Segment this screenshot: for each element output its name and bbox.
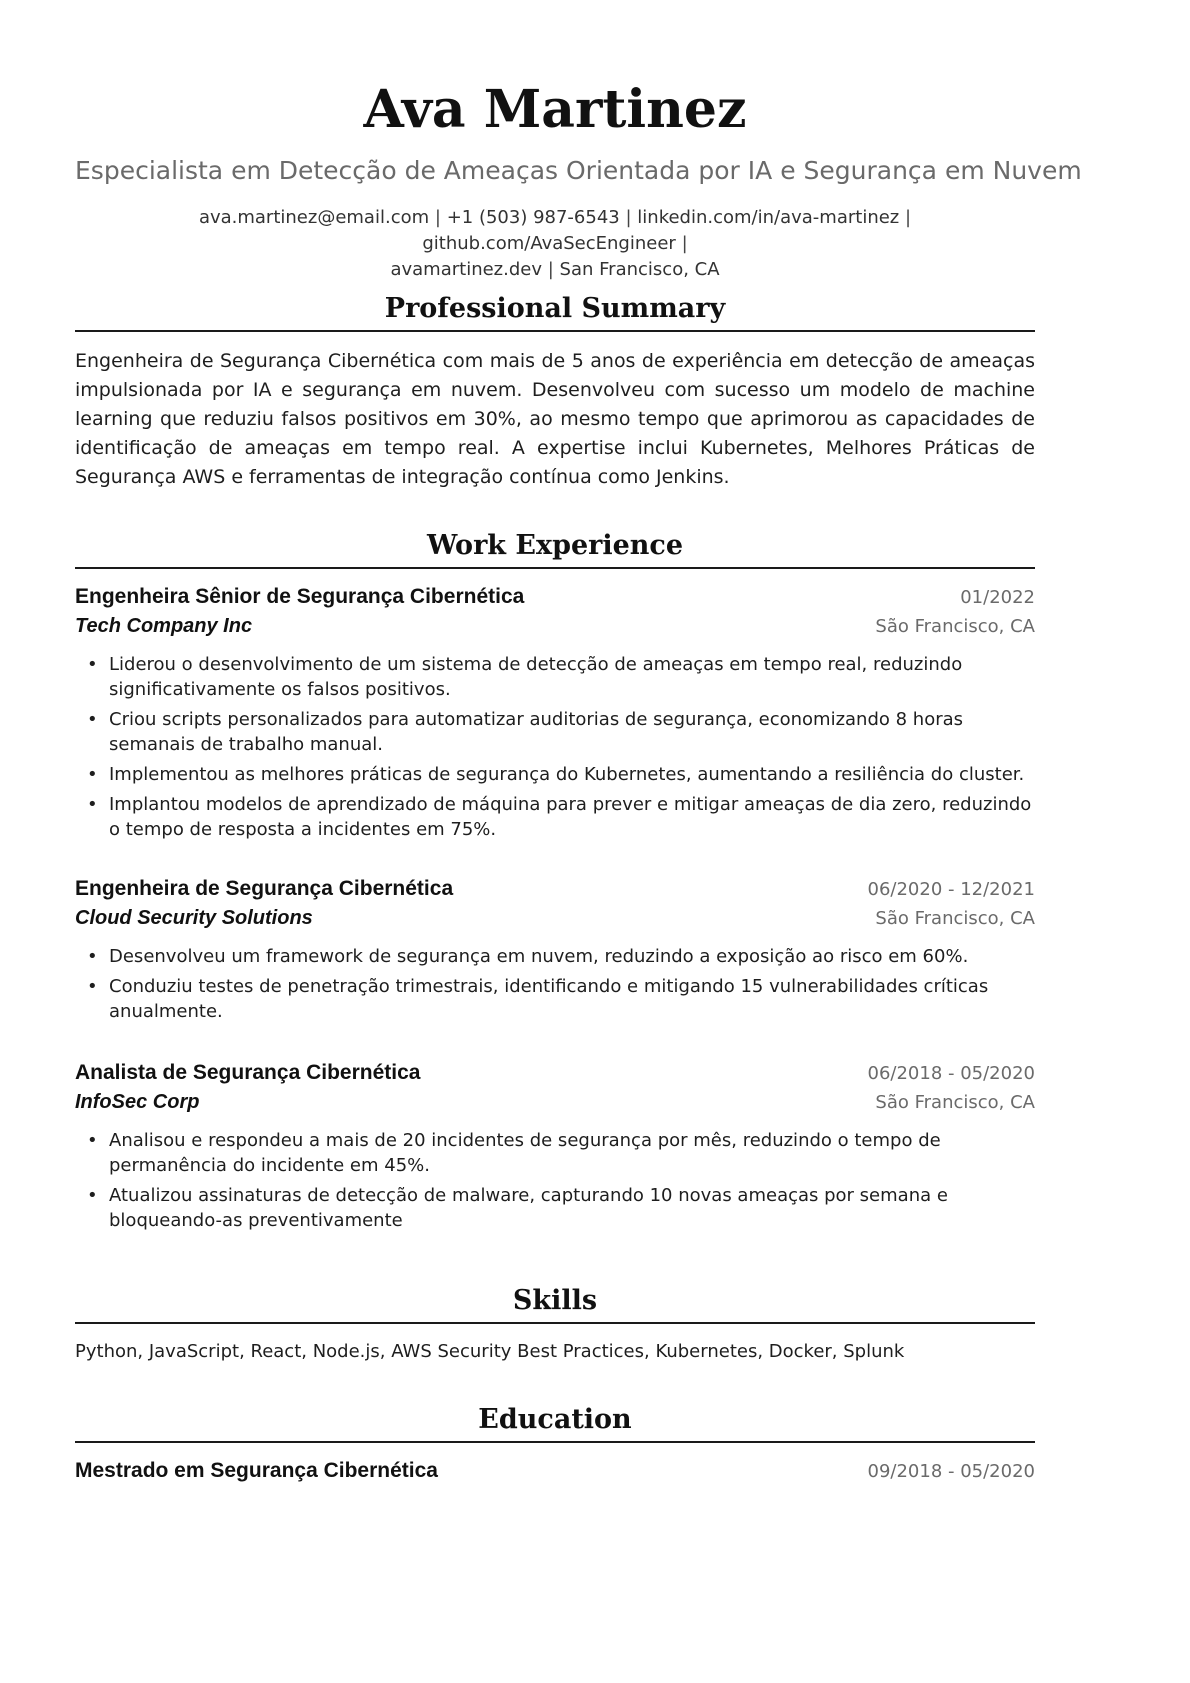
job-dates: 01/2022 bbox=[960, 587, 1035, 608]
section-title-experience: Work Experience bbox=[426, 530, 684, 561]
section-title-summary: Professional Summary bbox=[384, 293, 726, 324]
job-title: Analista de Segurança Cibernética bbox=[75, 1061, 421, 1084]
section-divider bbox=[75, 567, 1035, 569]
job-bullets bbox=[75, 1128, 1035, 1238]
job-bullet: • Desenvolveu um framework de segurança em nuvem, reduzindo a exposição ao risco em 60%. bbox=[75, 944, 1035, 969]
contact-linkedin[interactable]: linkedin.com/in/ava-martinez bbox=[637, 207, 900, 228]
contact-website[interactable]: avamartinez.dev bbox=[390, 259, 542, 280]
job-bullet: • Criou scripts personalizados para automatizar auditorias de segurança, economizando 8 horas semanais de trabalho manual. bbox=[75, 707, 1035, 757]
contact-location: San Francisco, CA bbox=[559, 259, 720, 280]
summary-text: Engenheira de Segurança Cibernética com mais de 5 anos de experiência em detecção de ameaças impulsionada por IA e segurança em nuvem. Desenvolveu com sucesso um modelo de machine learning que reduziu falsos positivos em 30%, ao mesmo tempo que aprimorou as capacidades de identificação de ameaças em tempo real. A expertise inclui Kubernetes, Melhores Práticas de Segurança AWS e ferramentas de integração contínua como Jenkins. bbox=[75, 350, 1035, 488]
job-dates: 06/2020 - 12/2021 bbox=[867, 879, 1035, 900]
candidate-headline: Especialista em Detecção de Ameaças Orientada por IA e Segurança em Nuvem bbox=[75, 156, 1082, 185]
contact-separator: | bbox=[625, 207, 632, 228]
education-dates: 09/2018 - 05/2020 bbox=[867, 1461, 1035, 1482]
section-divider bbox=[75, 330, 1035, 332]
contact-separator: | bbox=[904, 207, 912, 228]
contact-info bbox=[75, 205, 1035, 283]
contact-email[interactable]: ava.martinez@email.com bbox=[198, 207, 430, 228]
section-divider bbox=[75, 1322, 1035, 1324]
contact-line-1 bbox=[75, 205, 1035, 257]
contact-separator: | bbox=[547, 259, 554, 280]
job-company: Tech Company Inc bbox=[75, 615, 253, 637]
job-company: Cloud Security Solutions bbox=[75, 907, 313, 929]
candidate-name: Ava Martinez bbox=[363, 79, 747, 140]
job-title: Engenheira Sênior de Segurança Cibernética bbox=[75, 585, 525, 608]
skills-list: Python, JavaScript, React, Node.js, AWS Security Best Practices, Kubernetes, Docker, Splunk bbox=[75, 1341, 905, 1362]
job-location: São Francisco, CA bbox=[875, 1092, 1035, 1113]
section-title-skills: Skills bbox=[512, 1285, 598, 1316]
job-bullet: • Liderou o desenvolvimento de um sistema de detecção de ameaças em tempo real, reduzindo significativamente os falsos positivos. bbox=[75, 652, 1035, 702]
job-bullet: • Conduziu testes de penetração trimestrais, identificando e mitigando 15 vulnerabilidades críticas anualmente. bbox=[75, 974, 1035, 1024]
contact-line-2 bbox=[75, 257, 1035, 283]
job-location: São Francisco, CA bbox=[875, 616, 1035, 637]
job-title: Engenheira de Segurança Cibernética bbox=[75, 877, 454, 900]
contact-phone[interactable]: +1 (503) 987-6543 bbox=[446, 207, 620, 228]
job-bullet: • Implantou modelos de aprendizado de máquina para prever e mitigar ameaças de dia zero, reduzindo o tempo de resposta a incidentes em 75%. bbox=[75, 792, 1035, 842]
section-title-education: Education bbox=[478, 1404, 632, 1435]
contact-github[interactable]: github.com/AvaSecEngineer bbox=[422, 233, 676, 254]
job-bullet: • Analisou e respondeu a mais de 20 incidentes de segurança por mês, reduzindo o tempo de permanência do incidente em 45%. bbox=[75, 1128, 1035, 1178]
contact-separator: | bbox=[434, 207, 441, 228]
job-bullets bbox=[75, 944, 1035, 1029]
job-company: InfoSec Corp bbox=[75, 1091, 200, 1113]
contact-separator: | bbox=[681, 233, 688, 254]
education-degree: Mestrado em Segurança Cibernética bbox=[75, 1459, 438, 1482]
section-divider bbox=[75, 1441, 1035, 1443]
job-bullets bbox=[75, 652, 1035, 847]
job-location: São Francisco, CA bbox=[875, 908, 1035, 929]
job-bullet: • Atualizou assinaturas de detecção de malware, capturando 10 novas ameaças por semana e bloqueando-as preventivamente bbox=[75, 1183, 1035, 1233]
job-bullet: • Implementou as melhores práticas de segurança do Kubernetes, aumentando a resiliência do cluster. bbox=[75, 762, 1035, 787]
job-dates: 06/2018 - 05/2020 bbox=[867, 1063, 1035, 1084]
